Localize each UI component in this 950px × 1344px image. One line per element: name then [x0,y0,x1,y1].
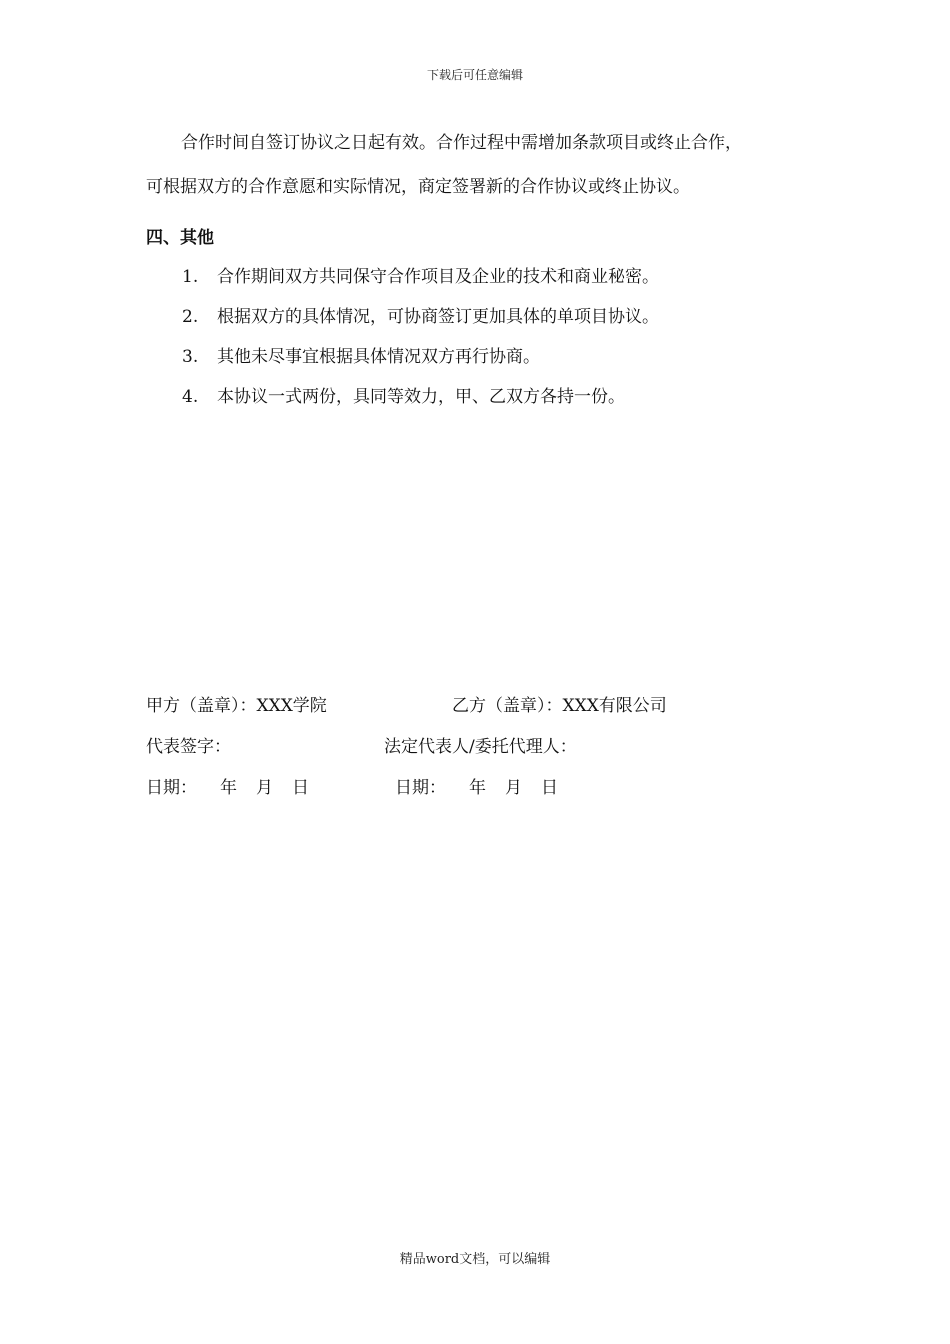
date-month: 月 [256,778,273,798]
list-item-text: 合作期间双方共同保守合作项目及企业的技术和商业秘密。 [217,267,659,287]
date-day: 日 [541,778,558,798]
others-list [146,262,786,422]
date-month: 月 [505,778,522,798]
list-item-number: 4. [182,387,199,407]
list-item-number: 1. [182,267,199,287]
list-item [146,262,786,302]
date-year: 年 [220,778,237,798]
paragraph-cooperation-term-continued: 可根据双方的合作意愿和实际情况，商定签署新的合作协议或终止协议。 [146,177,690,197]
header-note: 下载后可任意编辑 [426,68,523,82]
list-item [146,342,786,382]
list-item-number: 3. [182,347,199,367]
list-item-text: 本协议一式两份，具同等效力，甲、乙双方各持一份。 [217,387,625,407]
party-a-date [146,774,309,802]
section-title-others: 四、其他 [146,228,214,248]
footer-note: 精品word文档，可以编辑 [399,1252,551,1267]
list-item-text: 根据双方的具体情况，可协商签订更加具体的单项目协议。 [217,307,659,327]
party-a-seal: 甲方（盖章）：XXX学院 [146,696,327,716]
list-item [146,302,786,342]
list-item [146,382,786,422]
party-b-representative: 法定代表人/委托代理人： [384,737,577,757]
paragraph-cooperation-term: 合作时间自签订协议之日起有效。合作过程中需增加条款项目或终止合作， [181,133,742,153]
date-label: 日期： [146,778,197,798]
party-a-representative: 代表签字： [146,737,231,757]
date-label: 日期： [395,778,446,798]
date-day: 日 [292,778,309,798]
list-item-text: 其他未尽事宜根据具体情况双方再行协商。 [217,347,540,367]
party-b-date [395,774,558,802]
date-year: 年 [469,778,486,798]
list-item-number: 2. [182,307,199,327]
party-b-seal: 乙方（盖章）：XXX有限公司 [452,696,667,716]
